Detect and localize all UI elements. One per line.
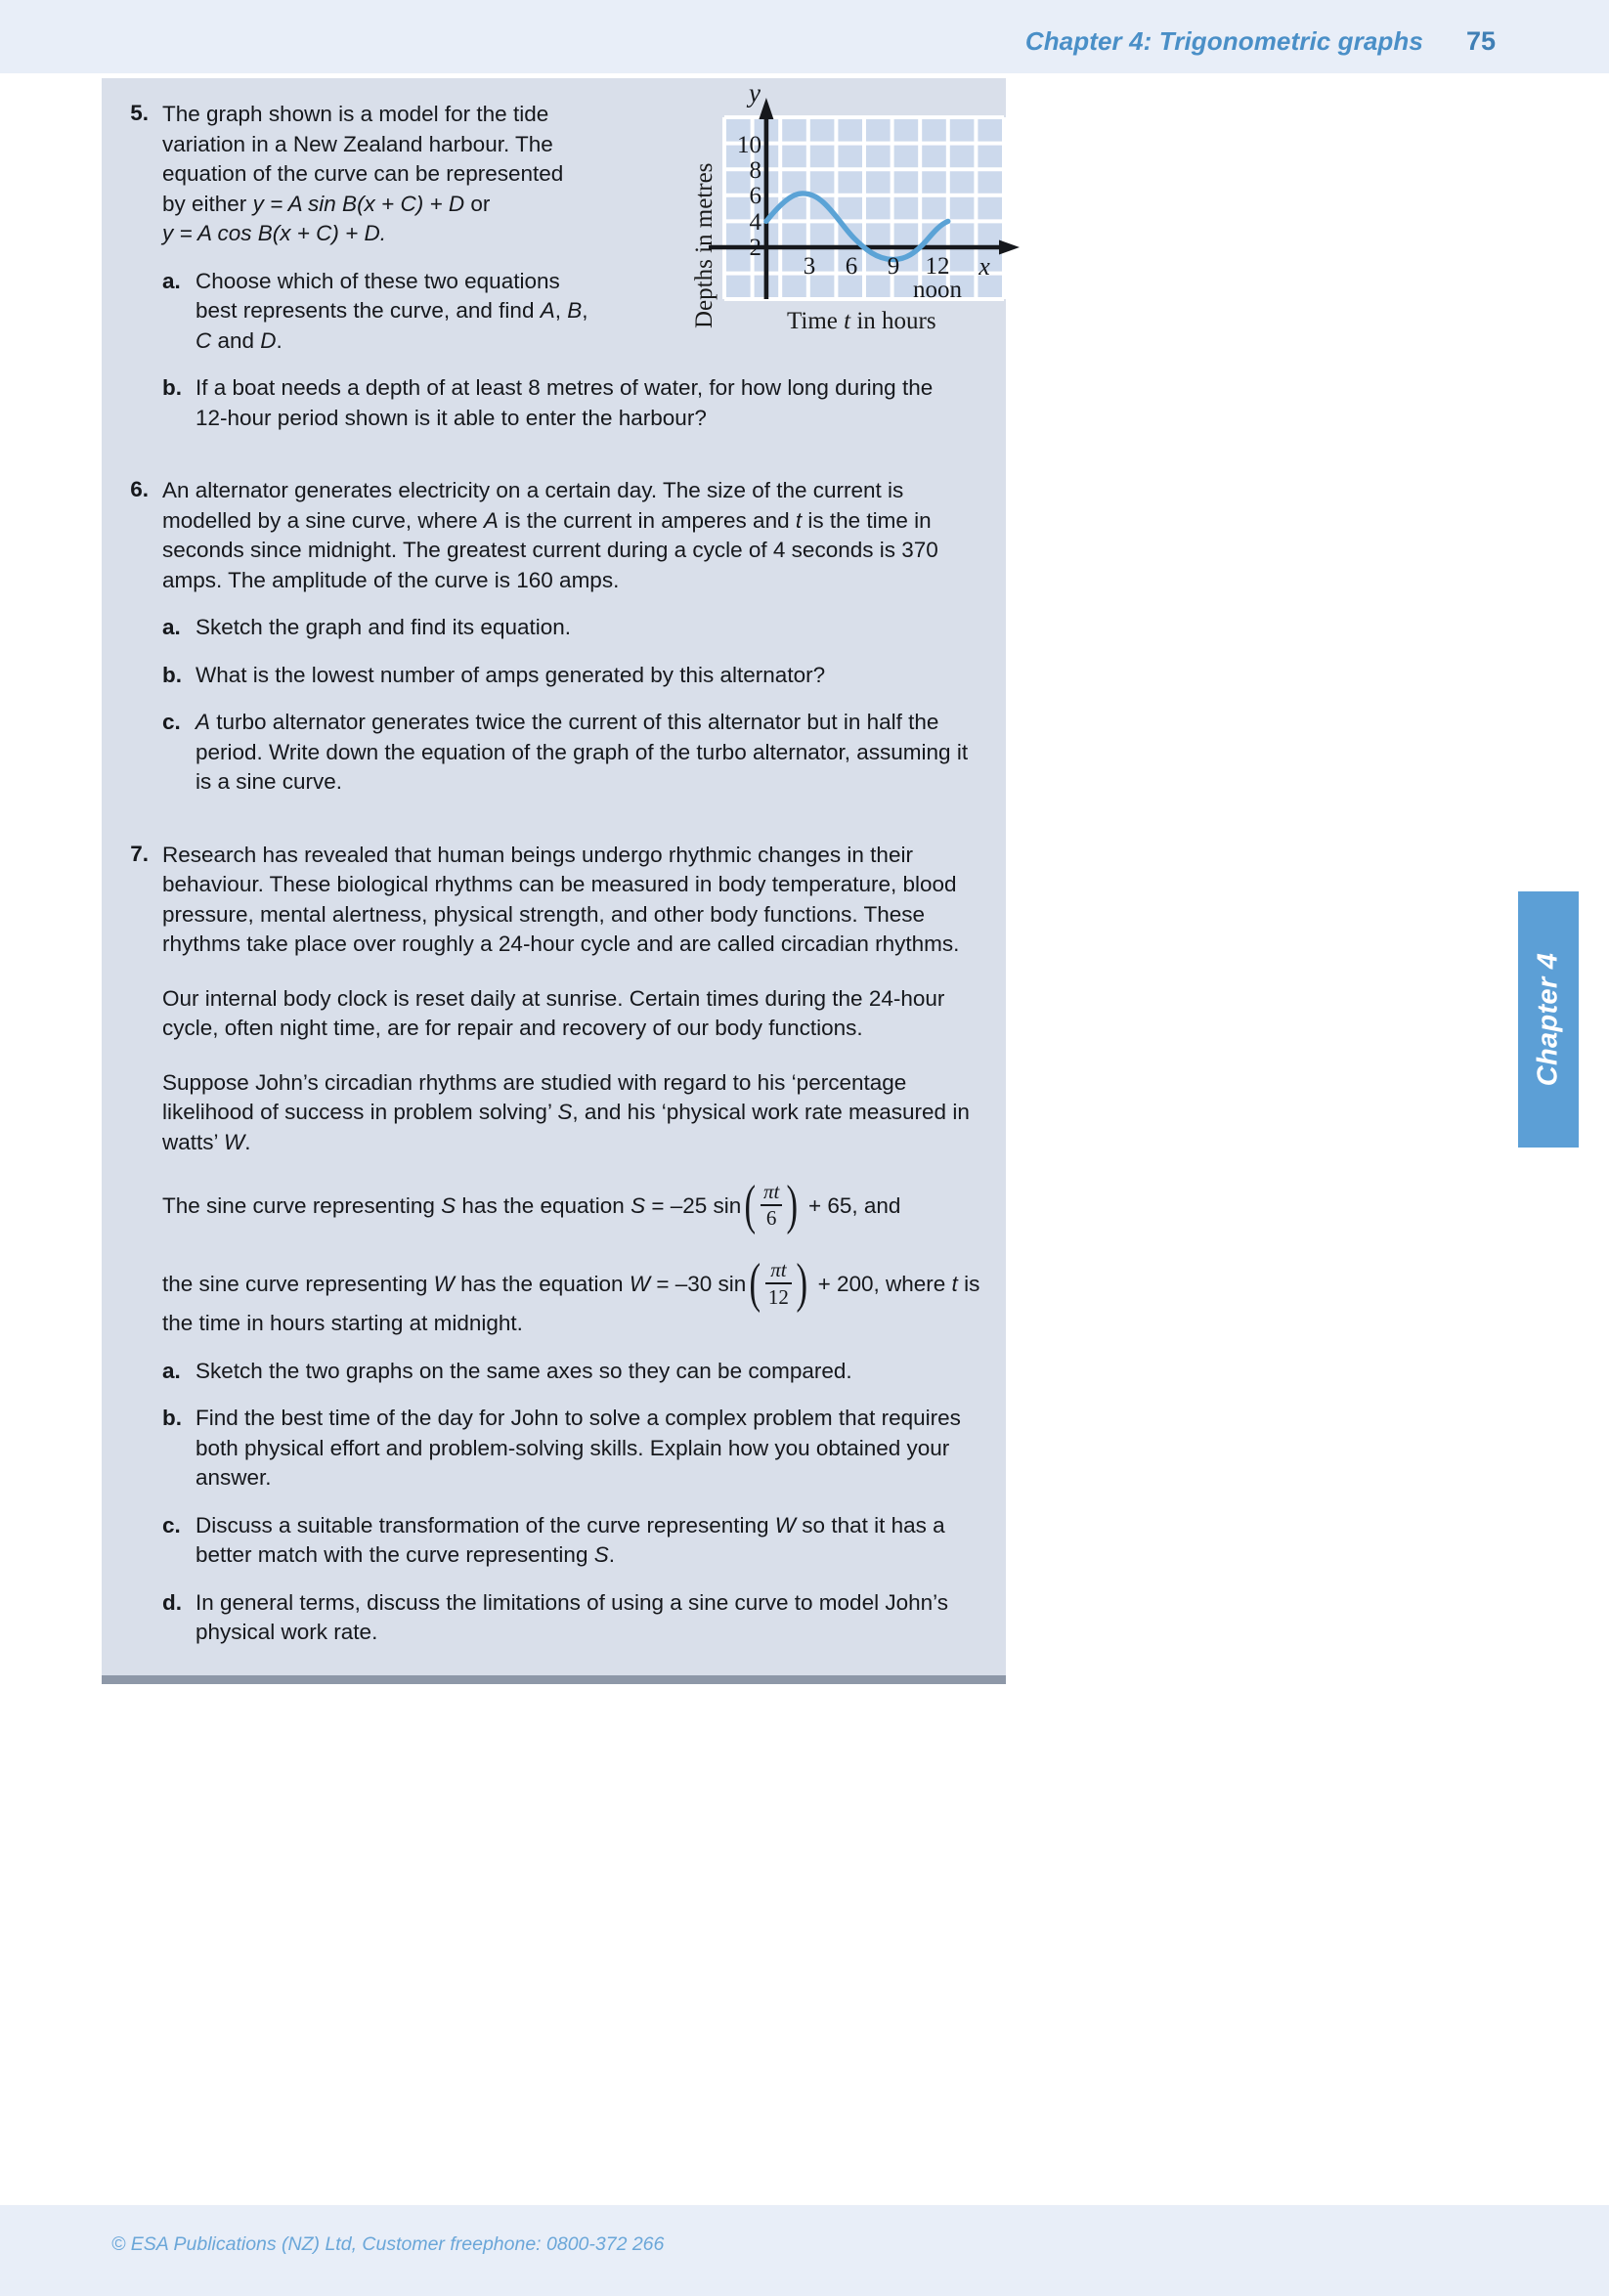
question-5-equation-cos: y = A cos B(x + C) + D. [162, 221, 387, 245]
fraction-bar [765, 1282, 792, 1284]
question-7-part-d-label: d. [162, 1589, 182, 1615]
fraction-pi-t-over-12 [765, 1259, 792, 1308]
question-7-equation-W [162, 1252, 988, 1314]
page-footer [0, 2205, 1609, 2296]
question-5-part-a-text [196, 267, 695, 357]
question-6-part-b-text: What is the lowest number of amps generated by this alternator? [196, 662, 826, 687]
right-paren: ) [786, 1174, 799, 1235]
fraction-denominator: 6 [765, 1206, 777, 1231]
part-b-line-2: 12-hour period shown is it able to enter the harbour? [196, 405, 707, 430]
spacer [162, 1386, 988, 1400]
tide-graph-figure [691, 78, 1020, 339]
question-6-number: 6. [130, 477, 149, 501]
spacer [162, 595, 988, 609]
question-7-part-d [162, 1588, 988, 1648]
graph-plot-area [724, 78, 1018, 322]
y-tick-8: 8 [749, 157, 761, 184]
y-tick-6: 6 [749, 183, 761, 209]
spacer [109, 433, 988, 476]
question-5-part-a [162, 267, 695, 357]
question-5-part-a-label: a. [162, 268, 181, 293]
question-6-part-a-label: a. [162, 615, 181, 639]
question-5-equation-sin: y = A sin B(x + C) + D [252, 191, 465, 216]
question-7-part-c [162, 1511, 988, 1571]
question-7-part-c-text: Discuss a suitable transformation of the curve representing W so that it has a better match with the curve representing S. [196, 1512, 945, 1568]
question-5-intro-line-3: equation of the curve can be represented [162, 161, 564, 186]
question-7-part-b [162, 1404, 988, 1494]
question-7-part-a [162, 1357, 988, 1387]
spacer [162, 1494, 988, 1507]
exercise-content-box [102, 78, 1006, 1675]
question-6-part-c [162, 708, 988, 798]
question-6-part-c-text: A turbo alternator generates twice the current of this alternator but in half the period. Write down the equation of the graph of the turbo alternator, assuming it is a sine curve. [196, 710, 969, 794]
x-tick-noon-label: noon [913, 277, 962, 303]
question-5 [109, 78, 990, 433]
fraction-pi-t-over-6 [761, 1181, 782, 1230]
spacer [162, 1339, 988, 1353]
question-7-body [149, 841, 988, 1648]
question-7-number: 7. [130, 841, 149, 866]
y-tick-2: 2 [749, 235, 761, 261]
page-header [0, 0, 1609, 73]
question-7-part-b-text: Find the best time of the day for John to solve a complex problem that requires both physical effort and problem-solving skills. Explain how you obtained your answer. [196, 1406, 961, 1491]
equation-W-tail: + 200, where t is [817, 1271, 980, 1296]
question-6-intro: An alternator generates electricity on a certain day. The size of the current is modelled by a sine curve, where A is the current in amperes and t is the time in seconds since midnight. The greatest current during a cycle of 4 seconds is 370 amps. The amplitude of the curve is 160 amps. [162, 478, 938, 592]
question-7-part-c-label: c. [162, 1512, 181, 1538]
graph-x-axis-title: Time t in hours [787, 308, 936, 334]
equation-S-fraction-group [741, 1174, 802, 1235]
question-7-equation-S [162, 1174, 988, 1235]
eq-tail-text: or [464, 191, 491, 216]
question-7-equation-W-line-2: the time in hours starting at midnight. [162, 1311, 523, 1336]
question-5-number: 5. [130, 101, 149, 125]
question-5-intro-line-2: variation in a New Zealand harbour. The [162, 131, 553, 156]
question-5-part-b [162, 373, 1020, 433]
question-6-part-a [162, 613, 988, 643]
spacer [162, 249, 695, 263]
part-a-line-1: Choose which of these two equations [196, 268, 560, 293]
right-paren: ) [796, 1252, 808, 1314]
question-7-part-a-text: Sketch the two graphs on the same axes so they can be compared. [196, 1358, 852, 1383]
left-paren: ( [744, 1174, 757, 1235]
y-tick-10: 10 [737, 132, 761, 158]
y-axis-name: y [749, 78, 761, 108]
fraction-numerator: πt [762, 1180, 780, 1203]
graph-y-axis-title: Depths in metres [691, 162, 718, 328]
question-6-part-b [162, 661, 988, 691]
fraction-denominator: 12 [767, 1284, 789, 1309]
chapter-side-tab-label: Chapter 4 [1532, 952, 1564, 1087]
y-tick-4: 4 [749, 209, 761, 236]
equation-S-lead: The sine curve representing S has the equation S = –25 sin [162, 1192, 742, 1218]
question-7-part-a-label: a. [162, 1358, 181, 1383]
spacer [109, 798, 988, 841]
question-5-part-b-label: b. [162, 375, 182, 400]
chapter-title: Chapter 4: Trigonometric graphs [1024, 26, 1423, 56]
graph-x-axis-title-variable: t [844, 308, 851, 334]
part-a-line-2: best represents the curve, and find A, B, [196, 298, 588, 323]
x-tick-3: 3 [803, 253, 816, 280]
question-7-part-d-text: In general terms, discuss the limitations of using a sine curve to model John’s physical work rate. [196, 1589, 948, 1645]
part-a-line-3: C and D. [196, 327, 283, 353]
x-axis-name: x [978, 252, 990, 281]
question-list [102, 78, 1006, 1675]
footer-copyright-text: © ESA Publications (NZ) Ltd, Customer freephone: 0800-372 266 [111, 2233, 665, 2255]
question-7-paragraph-3: Suppose John’s circadian rhythms are studied with regard to his ‘percentage likelihood of success in problem solving’ S, and his ‘physical work rate measured in watts’ W. [162, 1069, 970, 1154]
spacer [162, 643, 988, 657]
x-tick-12: 12 [925, 253, 950, 280]
question-5-figure-column [691, 78, 1020, 339]
question-6-body [149, 476, 988, 798]
spacer [162, 356, 1020, 369]
question-5-intro-line-5 [162, 219, 695, 249]
question-7-paragraph-1: Research has revealed that human beings undergo rhythmic changes in their behaviour. These biological rhythms can be measured in body temperature, blood pressure, mental alertness, physical strength, and other body functions. These rhythms take place over roughly a 24-hour cycle and are called circadian rhythms. [162, 842, 960, 956]
question-5-part-b-text [196, 373, 1020, 433]
x-tick-9: 9 [887, 253, 900, 280]
question-6 [109, 476, 988, 798]
question-6-part-b-label: b. [162, 662, 182, 687]
question-7-part-b-label: b. [162, 1406, 182, 1431]
equation-S-tail: + 65, and [807, 1192, 901, 1218]
left-paren: ( [749, 1252, 761, 1314]
question-5-intro-line-4 [162, 190, 695, 220]
eq-lead-text: by either [162, 191, 253, 216]
fraction-numerator: πt [770, 1258, 787, 1282]
spacer [162, 1571, 988, 1584]
page-number: 75 [1465, 26, 1496, 56]
question-7 [109, 841, 988, 1648]
header-content [1025, 26, 1496, 57]
content-box-bottom-rule [102, 1675, 1006, 1684]
question-6-part-a-text: Sketch the graph and find its equation. [196, 615, 572, 639]
question-6-part-c-label: c. [162, 710, 181, 734]
question-5-body [149, 78, 1020, 433]
question-7-paragraph-2: Our internal body clock is reset daily at sunrise. Certain times during the 24-hour cycle, often night time, are for repair and recovery of our body functions. [162, 985, 945, 1040]
part-b-line-1: If a boat needs a depth of at least 8 metres of water, for how long during the [196, 375, 934, 400]
question-5-text [162, 100, 695, 356]
equation-W-lead: the sine curve representing W has the equation W = –30 sin [162, 1271, 747, 1296]
spacer [162, 690, 988, 704]
chapter-side-tab [1518, 891, 1579, 1148]
x-tick-6: 6 [845, 253, 858, 280]
equation-W-fraction-group [746, 1252, 810, 1314]
question-5-intro-line-1: The graph shown is a model for the tide [162, 102, 549, 126]
tide-graph-svg [724, 78, 1018, 313]
